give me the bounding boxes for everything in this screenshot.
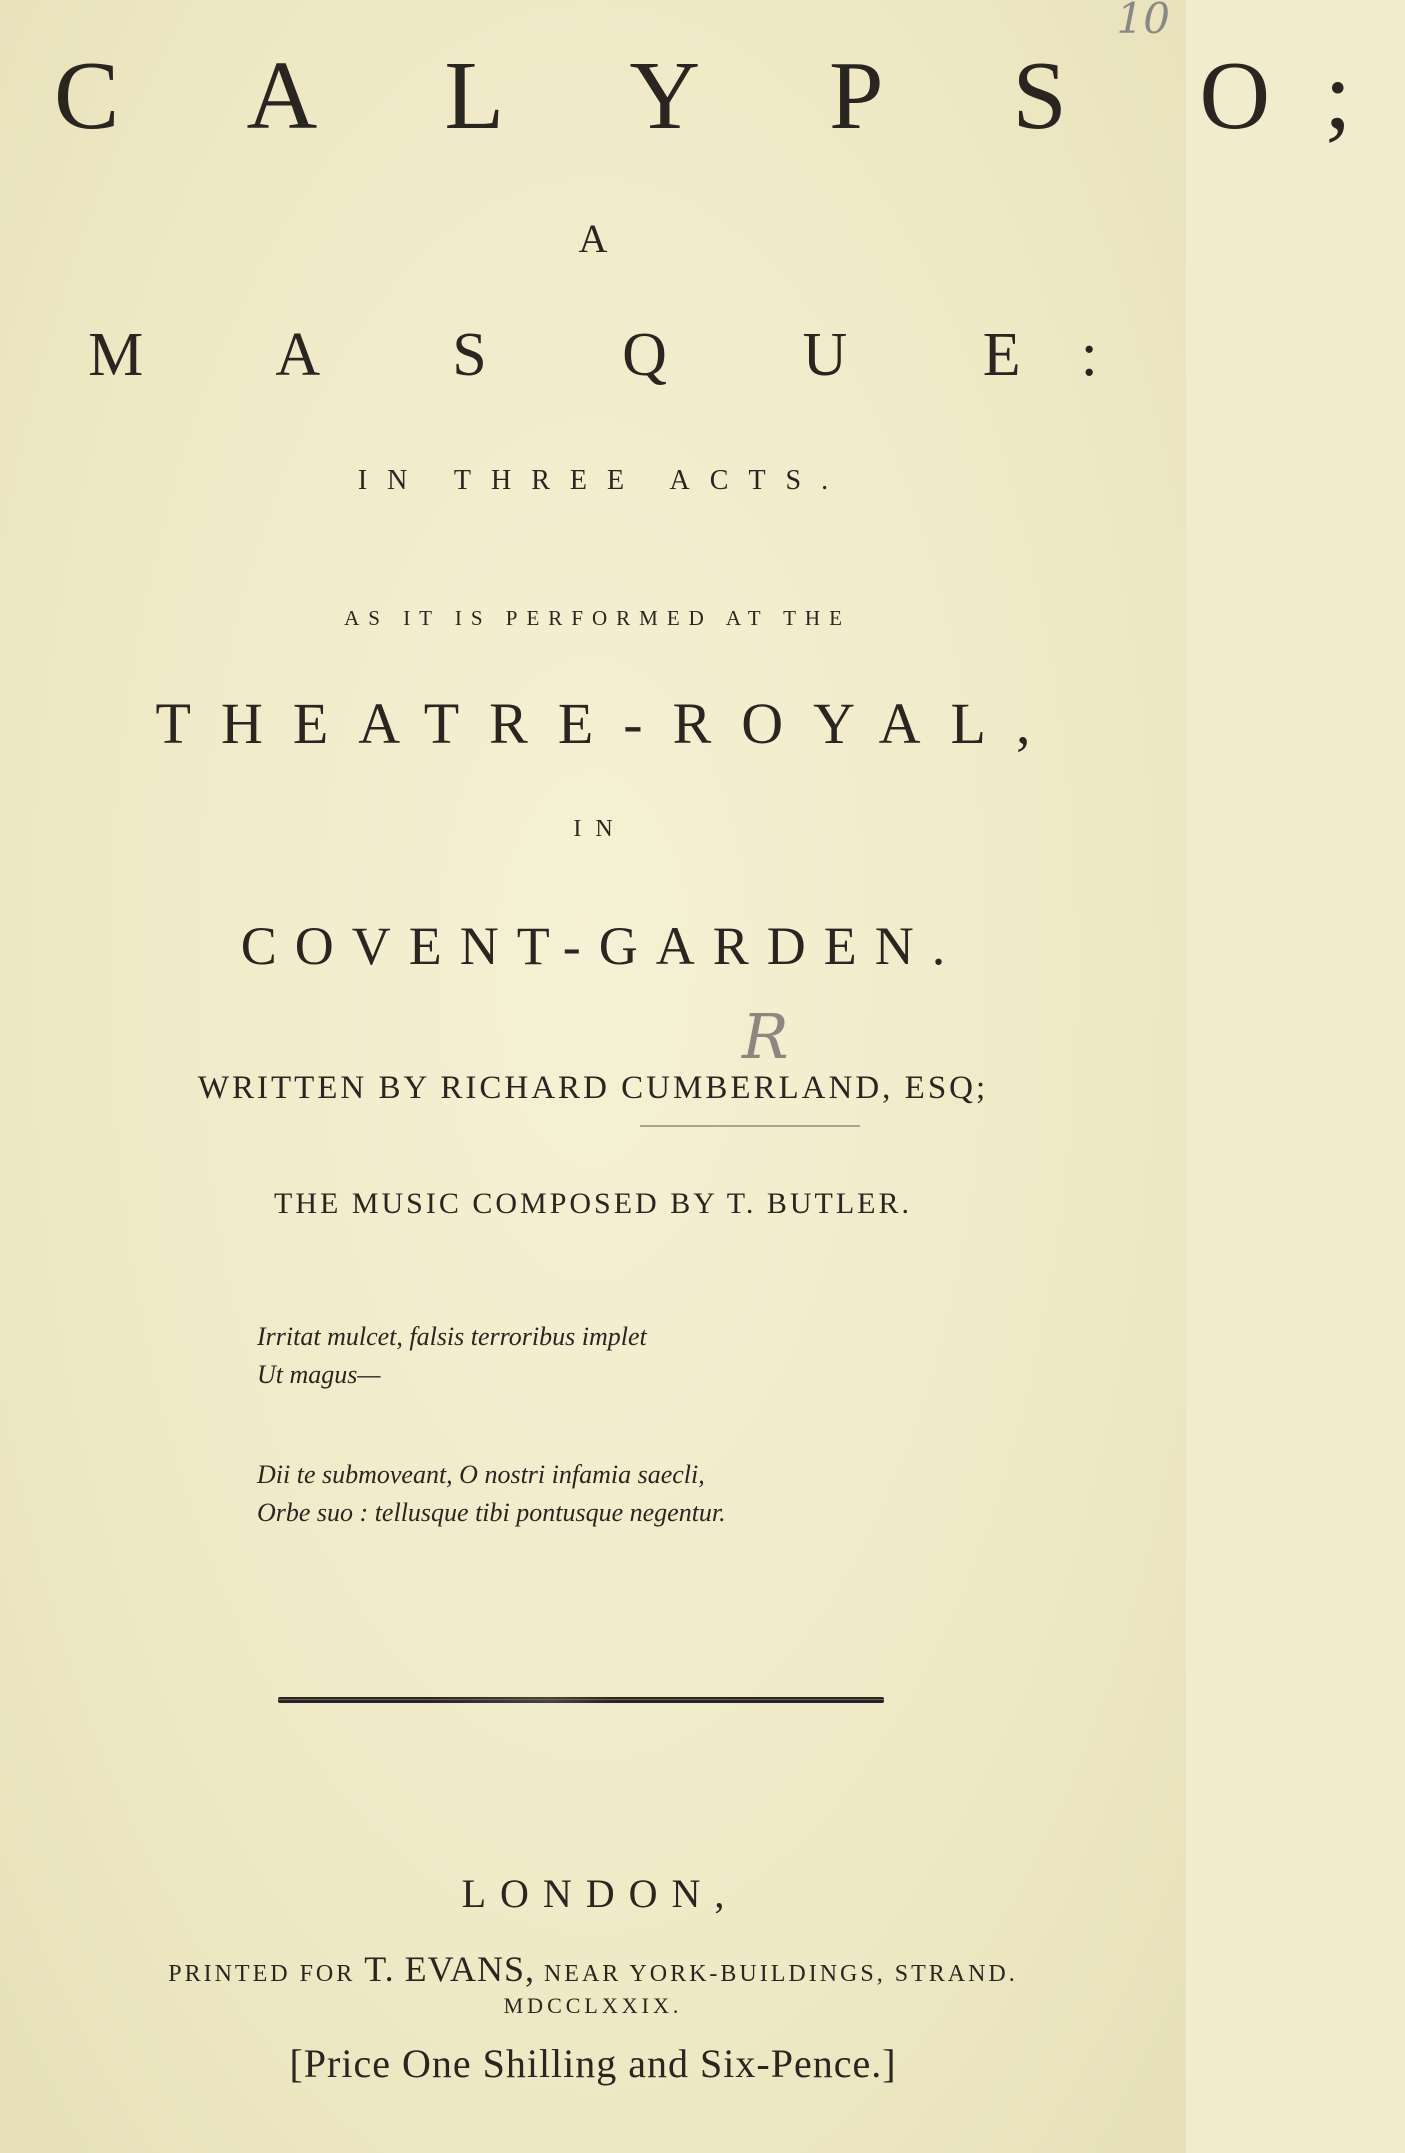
epigraph-line: Orbe suo : tellusque tibi pontusque negentur. [257,1498,726,1527]
ornamental-rule [278,1697,884,1703]
pencil-mark-r: R [742,1000,789,1073]
epigraph-horace [257,1318,647,1394]
epigraph-line: Dii te submoveant, O nostri infamia saecli, [257,1460,705,1489]
in-line: IN [573,816,627,842]
epigraph-ovid [257,1456,726,1532]
imprint-printer: T. EVANS, [364,1949,535,1989]
performed-line: AS IT IS PERFORMED AT THE [344,606,851,630]
imprint-city: LONDON, [461,1871,739,1916]
price-line: [Price One Shilling and Six-Pence.] [289,2041,897,2086]
pencil-underline [640,1125,860,1127]
author-line: WRITTEN BY RICHARD CUMBERLAND, ESQ; [197,1070,989,1106]
imprint-address: NEAR YORK-BUILDINGS, STRAND. [534,1961,1018,1987]
acts-line: IN THREE ACTS. [357,465,849,496]
epigraph-line: Ut magus— [257,1360,381,1389]
theatre-name: THEATRE-ROYAL, [155,691,1061,756]
epigraph-line: Irritat mulcet, falsis terroribus implet [257,1322,647,1351]
imprint-printer-line [0,1948,1186,1990]
composer-line: THE MUSIC COMPOSED BY T. BUTLER. [274,1187,912,1220]
play-title: C A L Y P S O; [54,42,1405,150]
pencil-mark-top: 10 [1116,0,1170,43]
imprint-year: MDCCLXXIX. [503,1993,683,2018]
genre: M A S Q U E: [88,321,1158,389]
imprint-printed-for: PRINTED FOR [168,1961,365,1987]
article: A [578,216,608,261]
venue: COVENT-GARDEN. [240,916,964,976]
